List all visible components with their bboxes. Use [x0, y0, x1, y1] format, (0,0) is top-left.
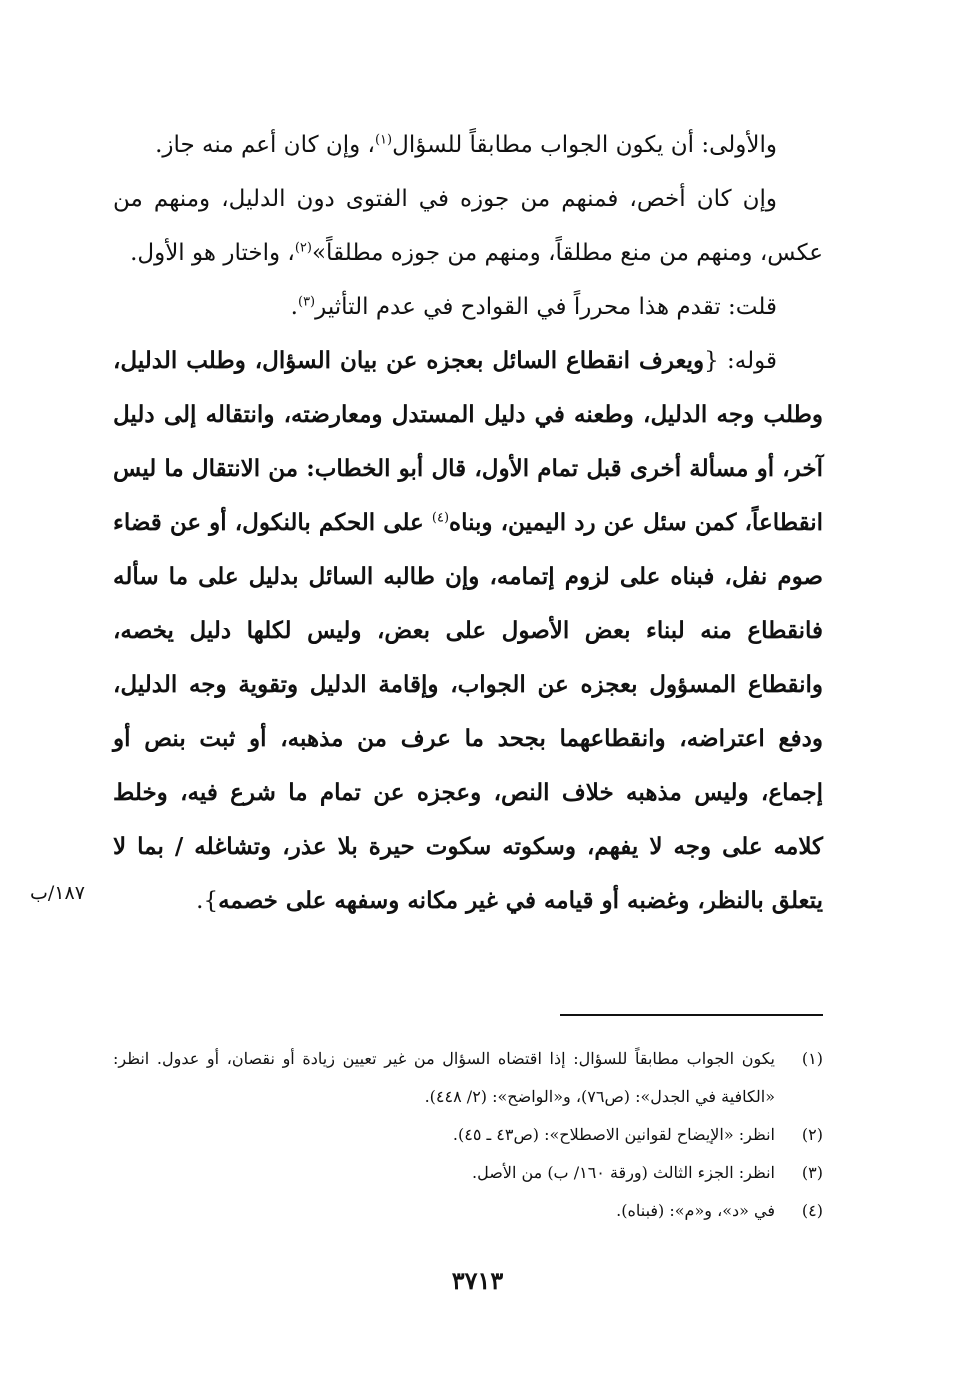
footnote-ref-3[interactable]: (٣): [297, 294, 316, 310]
footnote-text: انظر: الجزء الثالث (ورقة ١٦٠/ ب) من الأصل.: [472, 1163, 775, 1182]
open-brace: {: [704, 348, 719, 374]
paragraph-4-lead: قوله:: [727, 348, 778, 374]
footnote-number: (٣): [801, 1163, 823, 1182]
paragraph-1: [113, 118, 823, 172]
footnote-2: [113, 1116, 823, 1154]
paragraph-2-text: وإن كان أخص، فمنهم من جوزه في الفتوى دون الدليل، ومنهم من عكس، ومنهم من منع مطلقاً، ومنهم من جوزه مطلقاً»: [113, 186, 823, 266]
paragraph-3-text: قلت: تقدم هذا محرراً في القوادح في عدم التأثير: [315, 294, 777, 320]
footnote-ref-4[interactable]: (٤): [431, 510, 450, 526]
close-brace: }: [203, 888, 219, 914]
footnote-4: [113, 1192, 823, 1230]
paragraph-2: [113, 172, 823, 280]
page-number: ٣٧١٣: [451, 1266, 504, 1295]
quoted-text-part-2: على الحكم بالنكول، أو عن قضاء صوم نفل، فبناه على لزوم إتمامه، وإن طالبه السائل بدليل على ما سأله فانقطاع منه لبناء بعض الأصول على بعض، وليس لكلها دليل يخصه، وانقطاع المسؤول بعجزه عن الجواب، وإقامة الدليل وتقوية وجه الدليل، ودفع اعتراضه، وانقطاعهما بجحد ما عرف من مذهبه، أو ثبت بنص أو إجماع، وليس مذهبه خلاف النص، وعجزه عن تمام ما شرع فيه، وخلط كلامه على وجه لا يفهم، وسكوته سكوت حيرة بلا عذر، وتشاغله / بما لا يتعلق بالنظر، وغضبه أو قيامه في غير مكانه وسفهه على خصمه: [113, 509, 823, 914]
footnote-number: (١): [801, 1049, 823, 1068]
footnote-separator: [560, 1014, 823, 1016]
footnote-text: يكون الجواب مطابقاً للسؤال: إذا اقتضاه السؤال من غير تعيين زيادة أو نقصان، أو عدول. انظر: «الكافية في الجدل»: (ص٧٦)، و«الواضح»: (٢/ ٤٤٨).: [113, 1049, 775, 1106]
paragraph-1-text: والأولى: أن يكون الجواب مطابقاً للسؤال: [392, 132, 777, 158]
footnote-ref-2[interactable]: (٢): [294, 240, 312, 256]
footnote-text: في «د»، و«م»: (فبناه).: [616, 1201, 775, 1220]
footnote-number: (٢): [801, 1125, 823, 1144]
footnotes: [113, 1040, 823, 1230]
paragraph-3: [113, 280, 823, 334]
footnote-ref-1[interactable]: (١): [374, 132, 393, 148]
paragraph-4: [113, 334, 823, 928]
paragraph-2-rest: ، واختار هو الأول.: [130, 240, 295, 266]
quoted-text-part-1: ويعرف انقطاع السائل بعجزه عن بيان السؤال، وطلب الدليل، وطلب وجه الدليل، وطعنه في دليل المستدل ومعارضته، وانتقاله إلى دليل آخر، أو مسألة أخرى قبل تمام الأول، قال أبو الخطاب: من الانتقال ما ليس انقطاعاً، كمن سئل عن رد اليمين، وبناه: [113, 347, 823, 536]
manuscript-folio-marker: ١٨٧/ب: [30, 882, 85, 904]
footnote-text: انظر: «الإيضاح لقوانين الاصطلاح»: (ص٤٣ ـ ٤٥).: [452, 1125, 775, 1144]
footnote-number: (٤): [801, 1201, 823, 1220]
main-text: [113, 118, 823, 928]
footnote-3: [113, 1154, 823, 1192]
paragraph-3-rest: .: [290, 294, 298, 320]
paragraph-1-rest: ، وإن كان أعم منه جاز.: [155, 132, 375, 158]
footnote-1: [113, 1040, 823, 1116]
paragraph-4-end: .: [196, 888, 204, 914]
